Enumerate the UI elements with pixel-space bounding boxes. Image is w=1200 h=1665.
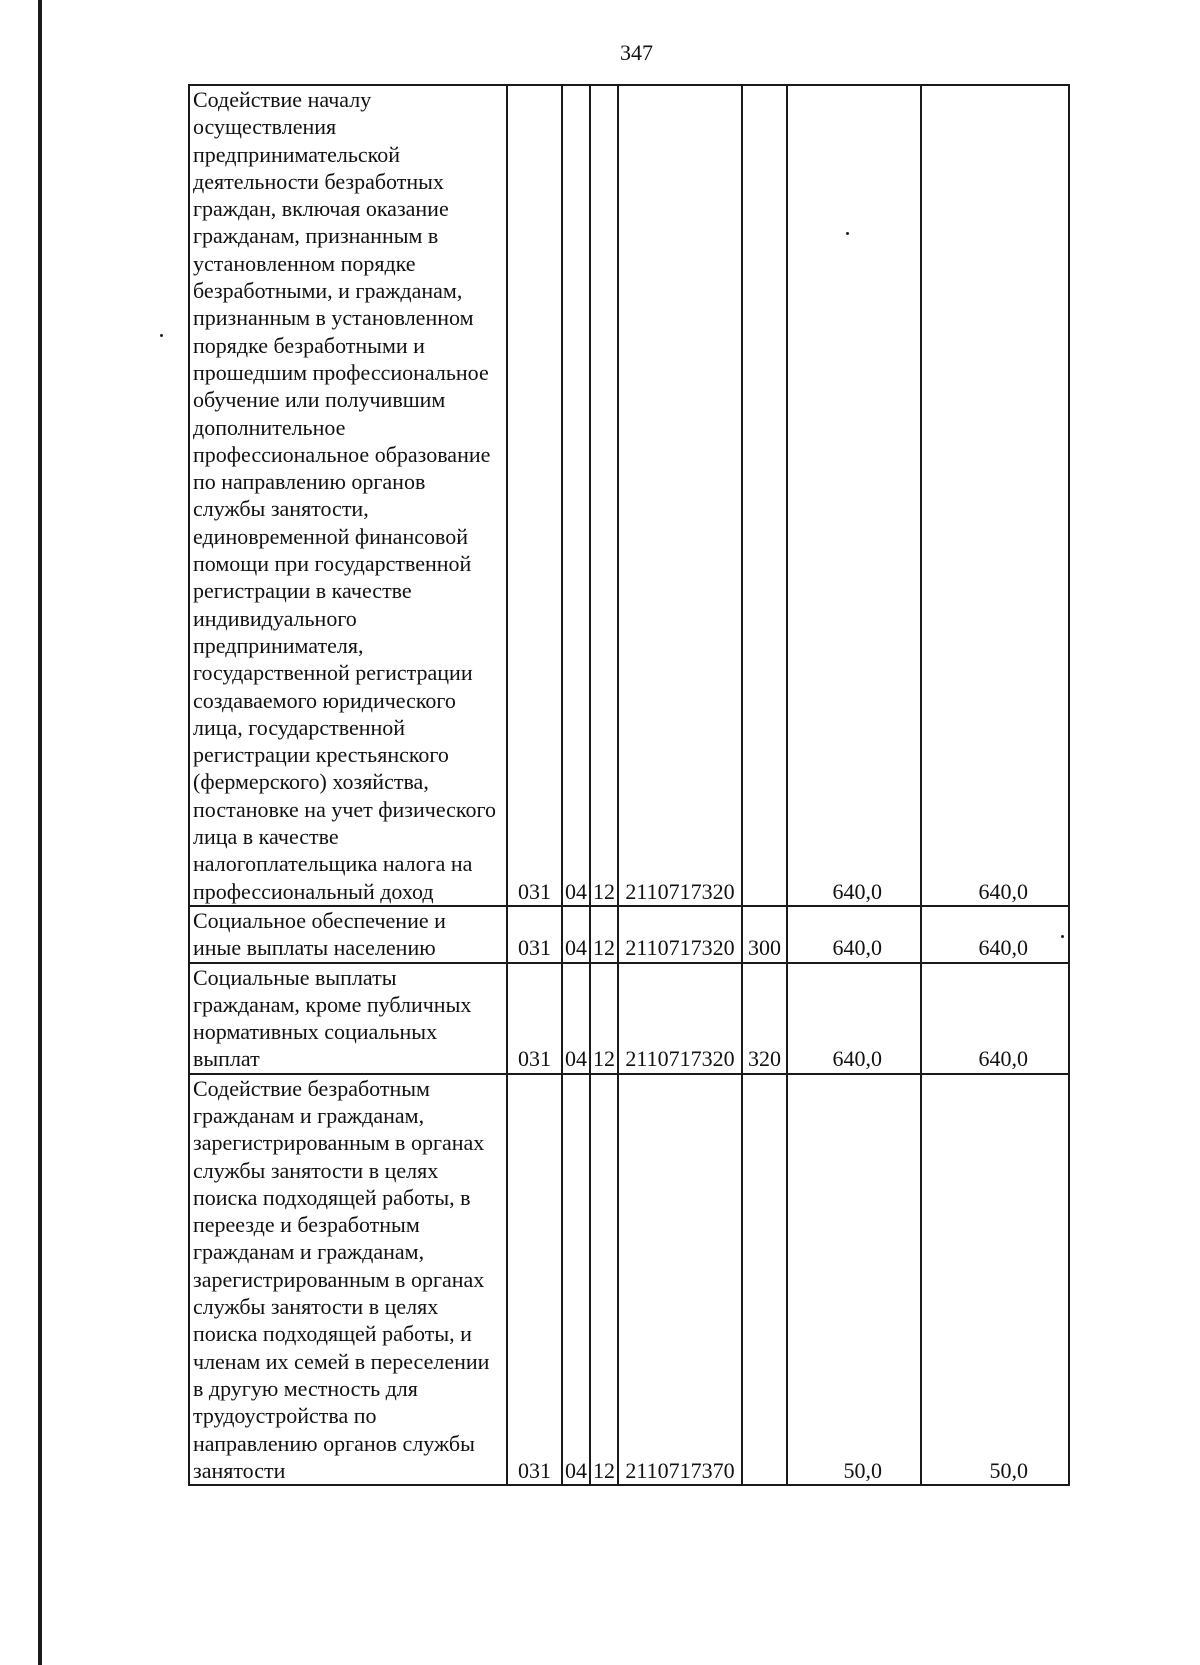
description-line: налогоплательщика налога на — [193, 851, 473, 877]
expense-type-cell — [742, 85, 787, 906]
expense-type-cell: 300 — [742, 906, 787, 963]
amount-year-2-cell: 640,0 — [921, 85, 1069, 906]
description-line: (фермерского) хозяйства, — [193, 769, 429, 795]
description-line: зарегистрированным в органах — [193, 1266, 485, 1292]
amount-year-1-cell: 640,0 — [787, 963, 921, 1074]
budget-table-body — [189, 85, 1069, 1485]
description-line: службы занятости в целях — [193, 1294, 439, 1320]
description-line: службы занятости, — [193, 496, 369, 522]
description-line: прошедшим профессиональное — [193, 359, 489, 385]
amount-year-2-cell: 640,0 — [921, 906, 1069, 963]
description-line: помощи при государственной — [193, 551, 472, 577]
description-line: занятости — [193, 1457, 286, 1483]
page-number: 347 — [620, 40, 653, 65]
description-cell — [189, 963, 507, 1074]
description-line: деятельности безработных — [193, 168, 444, 194]
description-line: в другую местность для — [193, 1375, 418, 1401]
description-line: профессиональное образование — [193, 441, 491, 467]
target-article-cell: 2110717320 — [618, 906, 742, 963]
budget-table — [188, 84, 1070, 1486]
amount-year-1-cell: 50,0 — [787, 1074, 921, 1485]
amount-year-2-cell: 640,0 — [921, 963, 1069, 1074]
description-cell — [189, 906, 507, 963]
description-line: профессиональный доход — [193, 878, 434, 904]
description-line: переезде и безработным — [193, 1212, 420, 1238]
description-line: зарегистрированным в органах — [193, 1130, 485, 1156]
ministry-code-cell: 031 — [507, 906, 562, 963]
description-line: создаваемого юридического — [193, 687, 456, 713]
table-row — [189, 85, 1069, 906]
description-line: гражданам и гражданам, — [193, 1239, 425, 1265]
expense-type-cell — [742, 1074, 787, 1485]
description-line: единовременной финансовой — [193, 523, 468, 549]
description-line: лица, государственной — [193, 714, 406, 740]
section-code-cell: 04 — [562, 906, 590, 963]
description-line: трудоустройства по — [193, 1403, 377, 1429]
description-line: индивидуального — [193, 605, 357, 631]
description-line: безработными, и гражданам, — [193, 278, 463, 304]
description-line: гражданам и гражданам, — [193, 1102, 425, 1128]
table-row — [189, 963, 1069, 1074]
description-line: гражданам, признанным в — [193, 223, 439, 249]
description-line: службы занятости в целях — [193, 1157, 439, 1183]
description-line: установленном порядке — [193, 250, 416, 276]
target-article-cell: 2110717320 — [618, 963, 742, 1074]
subsection-code-cell: 12 — [590, 1074, 618, 1485]
scan-speck — [160, 334, 163, 337]
table-row — [189, 906, 1069, 963]
subsection-code-cell: 12 — [590, 85, 618, 906]
amount-year-1-cell: 640,0 — [787, 85, 921, 906]
description-line: направлению органов службы — [193, 1430, 475, 1456]
subsection-code-cell: 12 — [590, 906, 618, 963]
ministry-code-cell: 031 — [507, 1074, 562, 1485]
description-line: государственной регистрации — [193, 660, 473, 686]
description-line: регистрации крестьянского — [193, 742, 449, 768]
description-line: гражданам, кроме публичных — [193, 991, 472, 1017]
description-line: признанным в установленном — [193, 305, 474, 331]
description-line: по направлению органов — [193, 469, 426, 495]
description-line: предпринимательской — [193, 141, 401, 167]
description-line: порядке безработными и — [193, 332, 425, 358]
description-line: обучение или получившим — [193, 387, 446, 413]
subsection-code-cell: 12 — [590, 963, 618, 1074]
amount-year-1-cell: 640,0 — [787, 906, 921, 963]
description-cell — [189, 1074, 507, 1485]
description-line: членам их семей в переселении — [193, 1348, 490, 1374]
description-cell — [189, 85, 507, 906]
expense-type-cell: 320 — [742, 963, 787, 1074]
ministry-code-cell: 031 — [507, 963, 562, 1074]
description-line: поиска подходящей работы, в — [193, 1184, 471, 1210]
description-line: Содействие безработным — [193, 1075, 430, 1101]
target-article-cell: 2110717370 — [618, 1074, 742, 1485]
description-line: Социальные выплаты — [193, 964, 397, 990]
description-line: Содействие началу — [193, 87, 372, 112]
section-code-cell: 04 — [562, 1074, 590, 1485]
description-line: постановке на учет физического — [193, 796, 496, 822]
ministry-code-cell: 031 — [507, 85, 562, 906]
description-line: граждан, включая оказание — [193, 196, 449, 222]
section-code-cell: 04 — [562, 85, 590, 906]
description-line: лица в качестве — [193, 824, 339, 850]
description-line: выплат — [193, 1046, 260, 1072]
description-line: регистрации в качестве — [193, 578, 412, 604]
description-line: Социальное обеспечение и — [193, 907, 446, 933]
description-line: дополнительное — [193, 414, 346, 440]
target-article-cell: 2110717320 — [618, 85, 742, 906]
description-line: иные выплаты населению — [193, 935, 436, 961]
description-line: поиска подходящей работы, и — [193, 1321, 472, 1347]
amount-year-2-cell: 50,0 — [921, 1074, 1069, 1485]
table-row — [189, 1074, 1069, 1485]
section-code-cell: 04 — [562, 963, 590, 1074]
description-line: предпринимателя, — [193, 632, 364, 658]
description-line: нормативных социальных — [193, 1019, 438, 1045]
binding-margin-line — [38, 0, 42, 1665]
description-line: осуществления — [193, 114, 337, 140]
